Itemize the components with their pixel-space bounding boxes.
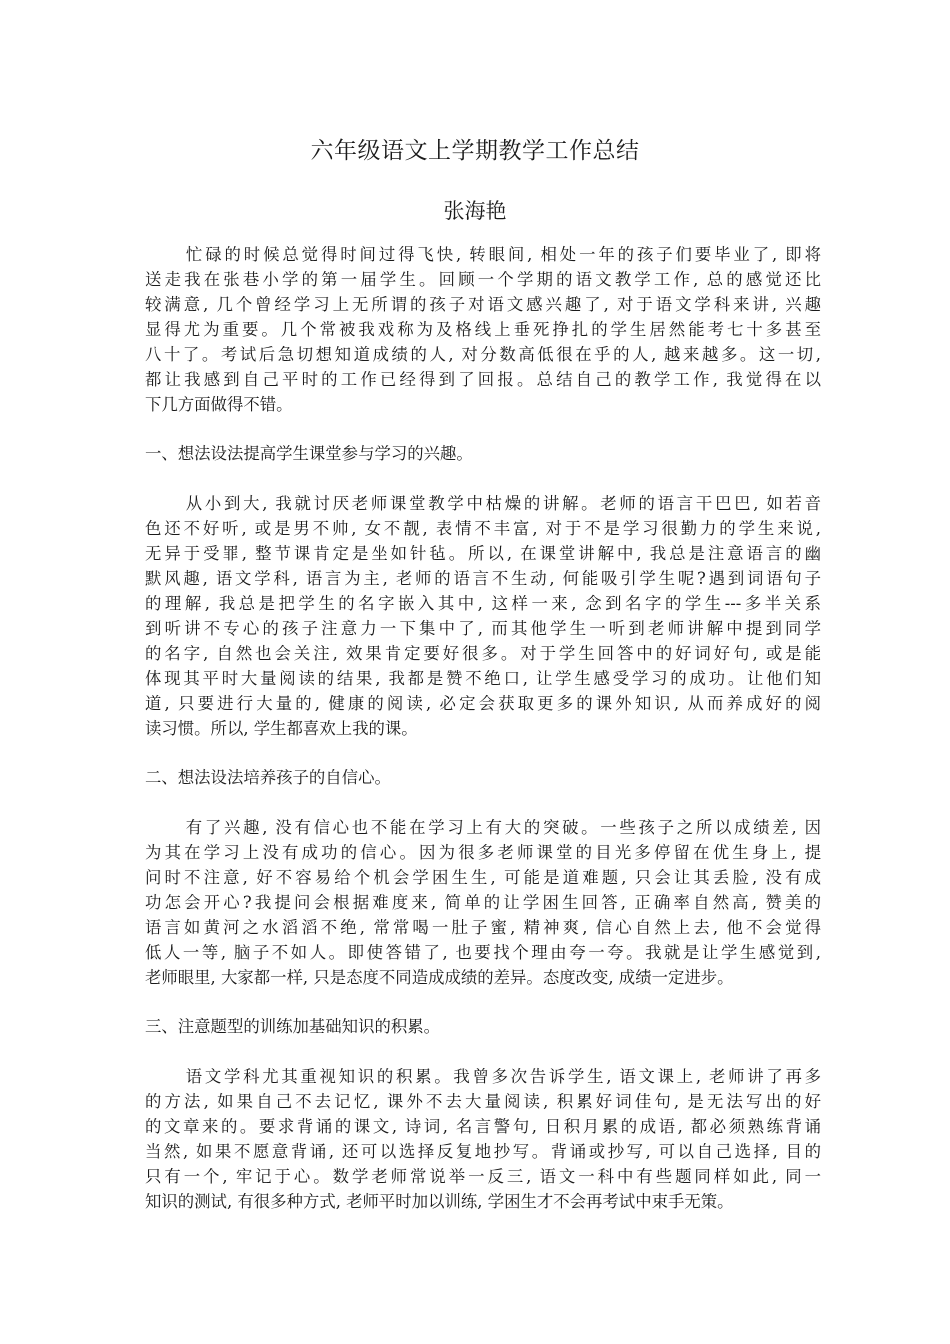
section-heading-1: 一、想法设法提高学生课堂参与学习的兴趣。 xyxy=(145,444,473,463)
paragraph-line: 的文章来的。要求背诵的课文, 诗词, 名言警句, 日积月累的成语, 都必须熟练背诵 xyxy=(145,1117,821,1136)
paragraph-line: 八十了。考试后急切想知道成绩的人, 对分数高低很在乎的人, 越来越多。这一切, xyxy=(145,345,821,364)
section-heading-2: 二、想法设法培养孩子的自信心。 xyxy=(145,768,391,787)
paragraph-line: 的理解, 我总是把学生的名字嵌入其中, 这样一来, 念到名字的学生---多半关系 xyxy=(145,594,821,613)
paragraph-line: 都让我感到自己平时的工作已经得到了回报。总结自己的教学工作, 我觉得在以 xyxy=(145,370,821,389)
paragraph-line: 语言如黄河之水滔滔不绝, 常常喝一肚子蜜, 精神爽, 信心自然上去, 他不会觉得 xyxy=(145,918,821,937)
paragraph-accumulation xyxy=(145,1064,821,1214)
paragraph-confidence xyxy=(145,815,821,990)
paragraph-line: 功怎会开心?我提问会根据难度来, 简单的让学困生回答, 正确率自然高, 赞美的 xyxy=(145,893,821,912)
paragraph-line: 较满意, 几个曾经学习上无所谓的孩子对语文感兴趣了, 对于语文学科来讲, 兴趣 xyxy=(145,295,821,314)
paragraph-line: 当然, 如果不愿意背诵, 还可以选择反复地抄写。背诵或抄写, 可以自己选择, 目的 xyxy=(145,1142,821,1161)
document-author: 张海艳 xyxy=(443,199,507,223)
paragraph-line: 读习惯。所以, 学生都喜欢上我的课。 xyxy=(145,719,418,738)
paragraph-line: 从小到大, 我就讨厌老师课堂教学中枯燥的讲解。老师的语言干巴巴, 如若音 xyxy=(183,494,821,513)
paragraph-line: 无异于受罪, 整节课肯定是坐如针毡。所以, 在课堂讲解中, 我总是注意语言的幽 xyxy=(145,544,821,563)
paragraph-line: 送走我在张巷小学的第一届学生。回顾一个学期的语文教学工作, 总的感觉还比 xyxy=(145,270,821,289)
section-heading-3: 三、注意题型的训练加基础知识的积累。 xyxy=(145,1017,441,1036)
paragraph-line: 默风趣, 语文学科, 语言为主, 老师的语言不生动, 何能吸引学生呢?遇到词语句子 xyxy=(145,569,821,588)
paragraph-line: 语文学科尤其重视知识的积累。我曾多次告诉学生, 语文课上, 老师讲了再多 xyxy=(183,1067,821,1086)
paragraph-line: 的方法, 如果自己不去记忆, 课外不去大量阅读, 积累好词佳句, 是无法写出的好 xyxy=(145,1092,821,1111)
paragraph-line: 下几方面做得不错。 xyxy=(145,395,293,414)
paragraph-line: 到听讲不专心的孩子注意力一下集中了, 而其他学生一听到老师讲解中提到同学 xyxy=(145,619,821,638)
paragraph-line: 色还不好听, 或是男不帅, 女不靓, 表情不丰富, 对于不是学习很勤力的学生来说, xyxy=(145,519,821,538)
paragraph-line: 低人一等, 脑子不如人。即使答错了, 也要找个理由夸一夸。我就是让学生感觉到, xyxy=(145,943,821,962)
paragraph-line: 的名字, 自然也会关注, 效果肯定要好很多。对于学生回答中的好词好句, 或是能 xyxy=(145,644,821,663)
paragraph-line: 为其在学习上没有成功的信心。因为很多老师课堂的目光多停留在优生身上, 提 xyxy=(145,843,821,862)
paragraph-line: 体现其平时大量阅读的结果, 我都是赞不绝口, 让学生感受学习的成功。让他们知 xyxy=(145,669,821,688)
paragraph-line: 有了兴趣, 没有信心也不能在学习上有大的突破。一些孩子之所以成绩差, 因 xyxy=(183,818,821,837)
paragraph-intro xyxy=(145,242,821,417)
document-title: 六年级语文上学期教学工作总结 xyxy=(310,138,640,164)
paragraph-line: 道, 只要进行大量的, 健康的阅读, 必定会获取更多的课外知识, 从而养成好的阅 xyxy=(145,694,821,713)
paragraph-line: 老师眼里, 大家都一样, 只是态度不同造成成绩的差异。态度改变, 成绩一定进步。 xyxy=(145,968,734,987)
paragraph-line: 显得尤为重要。几个常被我戏称为及格线上垂死挣扎的学生居然能考七十多甚至 xyxy=(145,320,821,339)
document-body xyxy=(145,242,821,1214)
paragraph-interest xyxy=(145,491,821,741)
paragraph-line: 问时不注意, 好不容易给个机会学困生生, 可能是道难题, 只会让其丢脸, 没有成 xyxy=(145,868,821,887)
paragraph-line: 忙碌的时候总觉得时间过得飞快, 转眼间, 相处一年的孩子们要毕业了, 即将 xyxy=(183,245,821,264)
paragraph-line: 知识的测试, 有很多种方式, 老师平时加以训练, 学困生才不会再考试中束手无策。 xyxy=(145,1192,734,1211)
paragraph-line: 只有一个, 牢记于心。数学老师常说举一反三, 语文一科中有些题同样如此, 同一 xyxy=(145,1167,821,1186)
